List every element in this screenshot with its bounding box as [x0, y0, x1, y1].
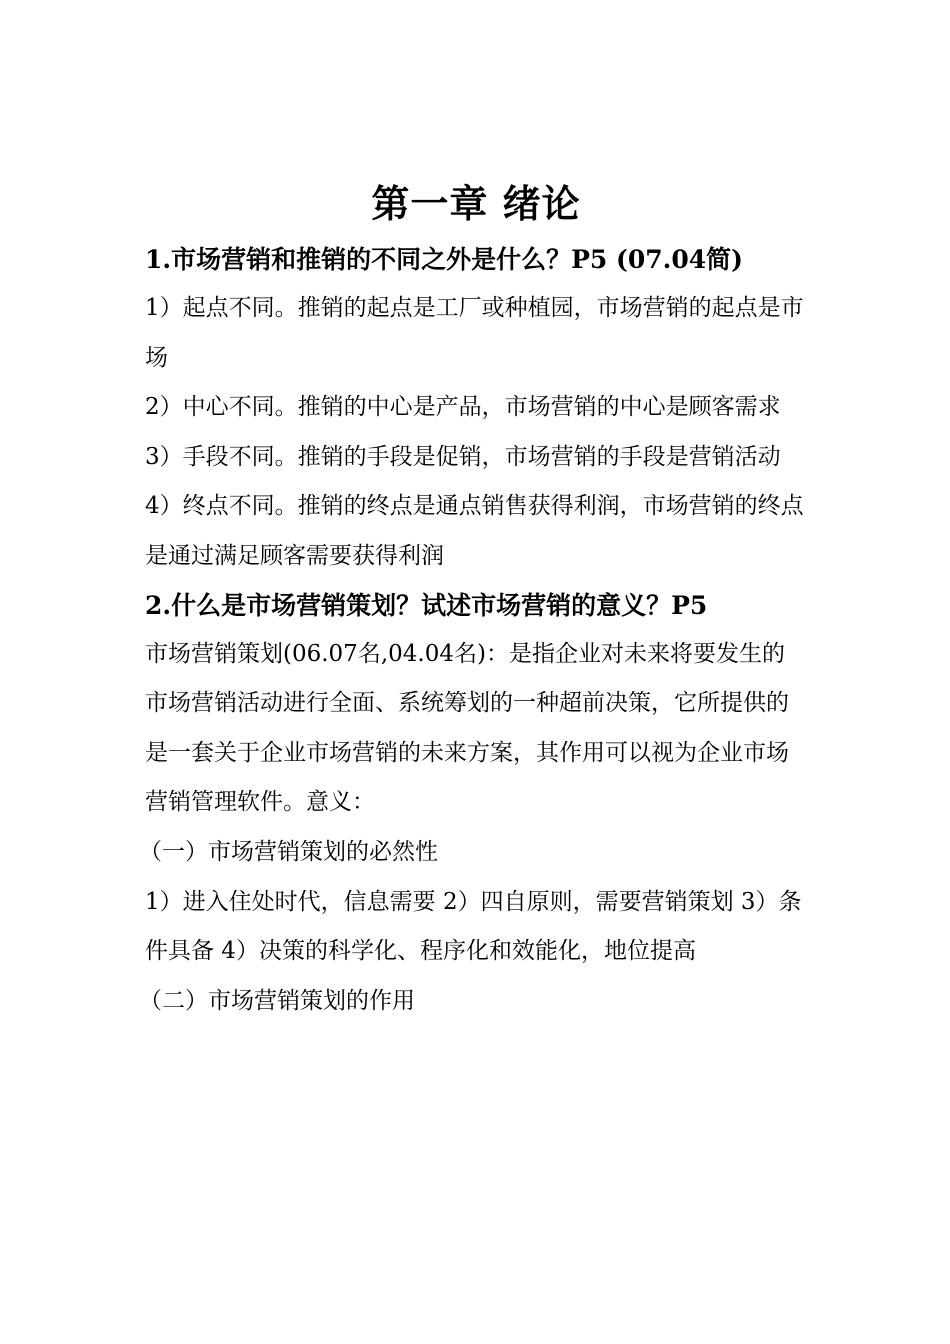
question-1-point-3: 3）手段不同。推销的手段是促销，市场营销的手段是营销活动 — [145, 443, 781, 470]
section-1-body: 1）进入住处时代，信息需要 2）四自原则，需要营销策划 3）条件具备 4）决策的科学化、程序化和效能化，地位提高 — [145, 888, 802, 965]
section-2-title: （二）市场营销策划的作用 — [139, 987, 415, 1014]
question-1-point-1: 1）起点不同。推销的起点是工厂或种植园，市场营销的起点是市场 — [145, 295, 804, 371]
document-content — [139, 178, 807, 1026]
question-2-heading: 2.什么是市场营销策划？试述市场营销的意义？P5 — [145, 590, 708, 620]
question-1-point-4: 4）终点不同。推销的终点是通点销售获得利润，市场营销的终点是通过满足顾客需要获得利润 — [145, 493, 804, 569]
section-1-title: （一）市场营销策划的必然性 — [139, 838, 438, 865]
question-2-definition: 市场营销策划(06.07名,04.04名)：是指企业对未来将要发生的市场营销活动进行全面、系统筹划的一种超前决策，它所提供的是一套关于企业市场营销的未来方案，其作用可以视为企业市场营销管理软件。意义： — [145, 640, 789, 816]
question-1-point-2: 2）中心不同。推销的中心是产品，市场营销的中心是顾客需求 — [145, 394, 781, 421]
chapter-title: 第一章 绪论 — [371, 181, 581, 226]
question-1-heading: 1.市场营销和推销的不同之外是什么？P5 (07.04简) — [145, 245, 743, 274]
